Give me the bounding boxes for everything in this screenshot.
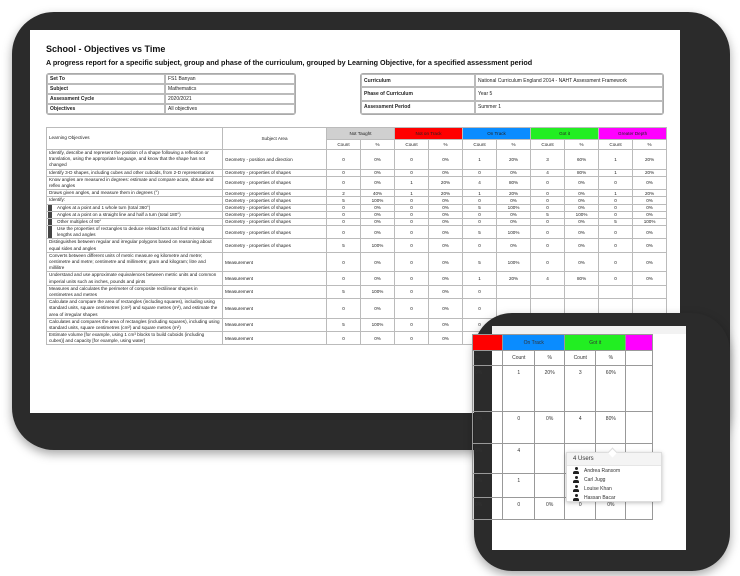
user-icon <box>573 467 579 474</box>
objective-cell: Identify 3-D shapes, including cubes and other cuboids, from 2-D representations <box>47 169 223 176</box>
objective-cell: Other multiples of 90° <box>47 218 223 225</box>
percent-cell[interactable]: 0% <box>473 366 503 412</box>
count-cell[interactable]: 0 <box>327 299 361 319</box>
col-percent: % <box>535 351 565 366</box>
subject-area-cell: Measurement <box>223 272 327 285</box>
percent-cell[interactable]: 0% <box>361 299 395 319</box>
count-cell[interactable]: 0 <box>463 299 497 319</box>
percent-cell[interactable]: 0% <box>633 176 667 189</box>
percent-cell[interactable]: 0% <box>429 150 463 170</box>
filter-row <box>361 101 663 114</box>
percent-cell[interactable]: 0% <box>565 226 599 239</box>
col-percent: % <box>565 139 599 149</box>
count-cell[interactable]: 4 <box>463 176 497 189</box>
count-cell[interactable]: 0 <box>395 226 429 239</box>
count-cell[interactable]: 0 <box>395 239 429 252</box>
group-header-not-taught: Not Taught <box>327 128 395 140</box>
count-cell[interactable]: 5 <box>531 211 565 218</box>
table-row <box>47 252 667 272</box>
count-cell[interactable]: 0 <box>395 285 429 298</box>
subject-area-cell: Geometry - properties of shapes <box>223 218 327 225</box>
filter-row <box>47 74 295 84</box>
percent-cell[interactable]: 20% <box>497 190 531 197</box>
tooltip-user <box>567 475 661 484</box>
filter-label: Objectives <box>47 104 165 114</box>
percent-cell[interactable]: 0% <box>429 332 463 345</box>
count-cell[interactable]: 0 <box>395 218 429 225</box>
col-count: Count <box>503 351 535 366</box>
user-icon <box>573 494 579 501</box>
percent-cell[interactable]: 100% <box>361 285 395 298</box>
subject-area-cell: Measurement <box>223 252 327 272</box>
group-header-on-track: On Track <box>463 128 531 140</box>
count-cell[interactable]: 0 <box>327 169 361 176</box>
user-name: Louise Khan <box>584 485 612 492</box>
header-row <box>47 128 667 140</box>
filter-value: National Curriculum England 2014 - NAHT Assessment Framework <box>475 74 663 87</box>
count-cell[interactable]: 0 <box>599 226 633 239</box>
users-tooltip <box>566 452 662 502</box>
subject-area-cell: Measurement <box>223 318 327 331</box>
subject-area-cell: Geometry - properties of shapes <box>223 226 327 239</box>
count-cell[interactable]: 0 <box>395 299 429 319</box>
subject-area-cell: Geometry - position and direction <box>223 150 327 170</box>
percent-cell[interactable]: 0% <box>473 498 503 520</box>
table-row <box>47 197 667 204</box>
percent-cell[interactable]: 0% <box>633 272 667 285</box>
count-cell[interactable]: 0 <box>531 190 565 197</box>
count-cell[interactable]: 0 <box>531 218 565 225</box>
filter-value: All objectives <box>165 104 295 114</box>
count-cell[interactable]: 4 <box>531 272 565 285</box>
inset-zoom-panel <box>475 326 686 550</box>
filter-row <box>361 87 663 100</box>
count-cell[interactable]: 0 <box>531 204 565 211</box>
table-row <box>47 218 667 225</box>
percent-cell[interactable]: 0% <box>535 412 565 444</box>
count-cell[interactable]: 0 <box>395 332 429 345</box>
count-cell[interactable]: 4 <box>503 444 535 474</box>
tooltip-user <box>567 493 661 502</box>
percent-cell[interactable]: 0% <box>633 226 667 239</box>
col-percent: % <box>633 139 667 149</box>
count-cell[interactable]: 0 <box>463 197 497 204</box>
percent-cell[interactable]: 0% <box>361 169 395 176</box>
subject-area-cell: Geometry - properties of shapes <box>223 169 327 176</box>
percent-cell[interactable]: 0% <box>565 218 599 225</box>
percent-cell[interactable]: 20% <box>633 190 667 197</box>
user-icon <box>573 485 579 492</box>
inset-header-row <box>473 335 666 351</box>
filter-row <box>47 94 295 104</box>
inset-group-not-on-track <box>473 335 503 351</box>
count-cell[interactable]: 1 <box>599 150 633 170</box>
percent-cell[interactable]: 0% <box>497 211 531 218</box>
count-cell[interactable]: 5 <box>327 197 361 204</box>
count-cell[interactable]: 5 <box>327 285 361 298</box>
col-percent: % <box>596 351 626 366</box>
count-cell[interactable]: 5 <box>327 318 361 331</box>
col-percent: % <box>361 139 395 149</box>
percent-cell[interactable] <box>535 444 565 474</box>
percent-cell[interactable]: 20% <box>633 150 667 170</box>
percent-cell[interactable]: 100% <box>361 318 395 331</box>
objective-cell: Draws given angles, and measure them in degrees (°) <box>47 190 223 197</box>
col-count: Count <box>395 139 429 149</box>
table-row <box>47 169 667 176</box>
count-cell[interactable]: 0 <box>463 239 497 252</box>
percent-cell[interactable]: 20% <box>535 366 565 412</box>
percent-cell[interactable]: 0% <box>429 272 463 285</box>
count-cell[interactable]: 0 <box>599 176 633 189</box>
count-cell[interactable]: 1 <box>395 176 429 189</box>
count-cell[interactable]: 0 <box>531 239 565 252</box>
percent-cell[interactable]: 20% <box>497 272 531 285</box>
objective-cell: Identify: <box>47 197 223 204</box>
filter-row <box>47 84 295 94</box>
count-cell[interactable]: 0 <box>395 318 429 331</box>
user-icon <box>573 476 579 483</box>
subject-area-cell: Geometry - properties of shapes <box>223 211 327 218</box>
count-cell[interactable]: 0 <box>599 272 633 285</box>
count-cell[interactable]: 0 <box>463 318 497 331</box>
percent-cell[interactable]: 100% <box>633 218 667 225</box>
percent-cell[interactable]: 100% <box>497 226 531 239</box>
percent-cell[interactable]: 60% <box>596 366 626 412</box>
table-row <box>47 190 667 197</box>
count-cell[interactable]: 0 <box>327 226 361 239</box>
percent-cell[interactable]: 0% <box>565 190 599 197</box>
percent-cell[interactable]: 0% <box>361 150 395 170</box>
count-cell[interactable]: 5 <box>463 252 497 272</box>
count-cell[interactable]: 0 <box>531 226 565 239</box>
count-cell[interactable]: 0 <box>531 197 565 204</box>
table-row <box>47 285 667 298</box>
percent-cell[interactable]: 20% <box>429 190 463 197</box>
percent-cell[interactable]: 0% <box>473 474 503 498</box>
percent-cell[interactable]: 0% <box>497 239 531 252</box>
table-row <box>47 176 667 189</box>
count-cell[interactable]: 0 <box>565 498 596 520</box>
percent-cell[interactable]: 40% <box>361 190 395 197</box>
count-cell[interactable] <box>599 285 633 298</box>
percent-cell[interactable]: 100% <box>497 204 531 211</box>
count-cell[interactable]: 0 <box>395 204 429 211</box>
table-row <box>47 226 667 239</box>
filter-label: Set To <box>47 74 165 84</box>
count-cell[interactable]: 0 <box>327 211 361 218</box>
percent-cell[interactable]: 0% <box>429 318 463 331</box>
percent-cell[interactable]: 0% <box>497 197 531 204</box>
count-cell[interactable]: 0 <box>599 204 633 211</box>
subject-area-cell: Geometry - properties of shapes <box>223 239 327 252</box>
percent-cell[interactable]: 100% <box>361 197 395 204</box>
col-count: Count <box>531 139 565 149</box>
count-cell[interactable]: 0 <box>531 252 565 272</box>
count-cell[interactable]: 0 <box>327 176 361 189</box>
group-header-greater-depth: Greater Depth <box>599 128 667 140</box>
count-cell[interactable]: 0 <box>395 169 429 176</box>
col-count: Count <box>565 351 596 366</box>
percent-cell[interactable]: 100% <box>565 211 599 218</box>
percent-cell[interactable]: 0% <box>429 252 463 272</box>
group-header-got-it: Got it <box>531 128 599 140</box>
user-name: Carl Jugg <box>584 476 606 483</box>
count-cell[interactable]: 1 <box>395 190 429 197</box>
count-cell[interactable]: 0 <box>327 150 361 170</box>
percent-cell[interactable]: 0% <box>361 226 395 239</box>
objective-cell: Use the properties of rectangles to deduce related facts and find missing lengths and angles <box>47 226 223 239</box>
percent-cell[interactable]: 20% <box>429 176 463 189</box>
count-cell[interactable]: 0 <box>463 169 497 176</box>
percent-cell[interactable]: 0% <box>429 226 463 239</box>
count-cell[interactable]: 3 <box>531 150 565 170</box>
count-cell[interactable]: 0 <box>327 332 361 345</box>
objective-cell: Know angles are measured in degrees: estimate and compare acute, obtuse and reflex angles <box>47 176 223 189</box>
col-subject-area: Subject Area <box>223 128 327 150</box>
percent-cell[interactable]: 0% <box>429 211 463 218</box>
percent-cell[interactable]: 0% <box>565 252 599 272</box>
subject-area-cell: Measurement <box>223 332 327 345</box>
percent-cell[interactable]: 60% <box>565 150 599 170</box>
count-cell[interactable]: 0 <box>327 252 361 272</box>
filter-value: 2020/2021 <box>165 94 295 104</box>
objective-cell: Identify, describe and represent the position of a shape following a reflection or translation, using the appropriate language, and know that the shape has not changed <box>47 150 223 170</box>
count-cell[interactable]: 0 <box>327 272 361 285</box>
percent-cell[interactable]: 0% <box>633 197 667 204</box>
report-title: School - Objectives vs Time <box>46 44 166 54</box>
count-cell <box>626 366 653 412</box>
count-cell[interactable]: 5 <box>327 239 361 252</box>
filter-value: FS1 Banyan <box>165 74 295 84</box>
percent-cell[interactable]: 0% <box>429 204 463 211</box>
subject-area-cell: Measurement <box>223 299 327 319</box>
objective-cell: Calculates and compares the area of rectangles (including squares), including using standard units, square centimetres (cm²) and square metres (m²) <box>47 318 223 331</box>
percent-cell[interactable]: 0% <box>633 239 667 252</box>
percent-cell[interactable]: 0% <box>429 197 463 204</box>
tooltip-user <box>567 466 661 475</box>
col-learning-objectives: Learning Objectives <box>47 128 223 150</box>
count-cell[interactable]: 0 <box>599 239 633 252</box>
inset-subheader-row <box>473 351 666 366</box>
percent-cell[interactable]: 0% <box>361 211 395 218</box>
percent-cell[interactable]: 80% <box>497 176 531 189</box>
filter-row <box>47 104 295 114</box>
count-cell[interactable]: 5 <box>463 226 497 239</box>
percent-cell[interactable]: 0% <box>429 169 463 176</box>
table-row <box>47 211 667 218</box>
percent-cell[interactable]: 100% <box>361 239 395 252</box>
subject-area-cell: Geometry - properties of shapes <box>223 197 327 204</box>
count-cell[interactable]: 1 <box>463 272 497 285</box>
percent-cell[interactable]: 0% <box>473 412 503 444</box>
percent-cell[interactable]: 0% <box>429 239 463 252</box>
filter-label: Assessment Cycle <box>47 94 165 104</box>
filter-value: Summer 1 <box>475 101 663 114</box>
table-row <box>47 239 667 252</box>
count-cell[interactable]: 5 <box>463 204 497 211</box>
percent-cell[interactable]: 0% <box>565 176 599 189</box>
count-cell[interactable]: 0 <box>395 197 429 204</box>
objective-cell: Converts between different units of metric measure eg kilometre and metre; centimetre and metre; centimetre and millimetre; gram and kilogram; litre and millilitre <box>47 252 223 272</box>
objective-cell: Measures and calculates the perimeter of composite rectilinear shapes in centimetres and metres <box>47 285 223 298</box>
tooltip-title: 4 Users <box>567 453 661 466</box>
percent-cell[interactable]: 0% <box>429 285 463 298</box>
user-name: Hassan Bacar <box>584 494 616 501</box>
count-cell[interactable]: 0 <box>395 211 429 218</box>
count-cell[interactable]: 1 <box>463 190 497 197</box>
subject-area-cell: Geometry - properties of shapes <box>223 190 327 197</box>
percent-cell[interactable]: 0% <box>535 498 565 520</box>
percent-cell[interactable]: 0% <box>633 211 667 218</box>
count-cell[interactable]: 1 <box>463 150 497 170</box>
count-cell[interactable]: 0 <box>463 218 497 225</box>
col-count: Count <box>463 139 497 149</box>
count-cell[interactable]: 0 <box>503 498 535 520</box>
percent-cell[interactable]: 0% <box>361 218 395 225</box>
percent-cell[interactable]: 0% <box>497 169 531 176</box>
percent-cell[interactable]: 0% <box>473 444 503 474</box>
inset-group-got-it: Got it <box>565 335 626 351</box>
count-cell[interactable] <box>531 285 565 298</box>
percent-cell[interactable]: 20% <box>633 169 667 176</box>
count-cell[interactable]: 0 <box>395 272 429 285</box>
percent-cell[interactable] <box>497 285 531 298</box>
objective-cell: Angles at a point on a straight line and half a turn (total 180°) <box>47 211 223 218</box>
inset-group-greater-depth <box>626 335 653 351</box>
group-header-not-on-track: Not on Track <box>395 128 463 140</box>
filter-label: Phase of Curriculum <box>361 87 475 100</box>
table-row <box>47 272 667 285</box>
percent-cell[interactable]: 80% <box>565 169 599 176</box>
count-cell[interactable]: 1 <box>503 474 535 498</box>
percent-cell[interactable]: 80% <box>565 272 599 285</box>
percent-cell[interactable]: 0% <box>361 332 395 345</box>
count-cell[interactable]: 0 <box>395 150 429 170</box>
count-cell[interactable]: 4 <box>531 169 565 176</box>
count-cell[interactable]: 0 <box>503 412 535 444</box>
objective-cell: Angles at a point and 1 whole turn (total 360°) <box>47 204 223 211</box>
filter-label: Subject <box>47 84 165 94</box>
percent-cell[interactable]: 0% <box>633 204 667 211</box>
percent-cell[interactable]: 80% <box>596 412 626 444</box>
table-row <box>47 204 667 211</box>
col-count: Count <box>599 139 633 149</box>
inset-group-on-track: On Track <box>503 335 565 351</box>
objective-cell: Distinguishes between regular and irregular polygons based on reasoning about equal sides and angles <box>47 239 223 252</box>
count-cell[interactable]: 0 <box>327 204 361 211</box>
percent-cell[interactable]: 0% <box>497 218 531 225</box>
percent-cell[interactable]: 0% <box>429 218 463 225</box>
percent-cell[interactable]: 0% <box>429 299 463 319</box>
percent-cell[interactable]: 0% <box>361 272 395 285</box>
count-cell[interactable]: 0 <box>327 218 361 225</box>
col-percent: % <box>497 139 531 149</box>
percent-cell[interactable]: 0% <box>361 252 395 272</box>
objective-cell: Understand and use approximate equivalences between metric units and common imperial units such as inches, pounds and pints <box>47 272 223 285</box>
count-cell[interactable]: 0 <box>599 197 633 204</box>
count-cell[interactable]: 1 <box>503 366 535 412</box>
col-percent: % <box>473 351 503 366</box>
col-percent: % <box>429 139 463 149</box>
count-cell[interactable]: 0 <box>599 211 633 218</box>
percent-cell[interactable]: 0% <box>361 176 395 189</box>
count-cell[interactable]: 1 <box>599 169 633 176</box>
count-cell[interactable]: 0 <box>599 252 633 272</box>
inset-row <box>473 412 666 444</box>
tooltip-user <box>567 484 661 493</box>
filter-label: Assessment Period <box>361 101 475 114</box>
percent-cell[interactable] <box>633 285 667 298</box>
count-cell[interactable]: 5 <box>599 218 633 225</box>
percent-cell[interactable]: 0% <box>565 239 599 252</box>
filter-value: Mathematics <box>165 84 295 94</box>
filter-label: Curriculum <box>361 74 475 87</box>
count-cell[interactable]: 4 <box>565 412 596 444</box>
objective-cell: Estimate volume [for example, using 1 cm³ blocks to build cuboids (including cubes)] and capacity [for example, using water] <box>47 332 223 345</box>
subject-area-cell: Measurement <box>223 285 327 298</box>
percent-cell[interactable]: 0% <box>565 197 599 204</box>
count-cell[interactable]: 0 <box>531 176 565 189</box>
inset-row <box>473 366 666 412</box>
count-cell[interactable]: 2 <box>327 190 361 197</box>
percent-cell[interactable]: 0% <box>633 252 667 272</box>
col-count <box>626 351 653 366</box>
percent-cell[interactable] <box>565 285 599 298</box>
report-filters-right <box>360 73 664 115</box>
percent-cell[interactable]: 0% <box>565 204 599 211</box>
count-cell[interactable]: 3 <box>565 366 596 412</box>
count-cell[interactable]: 0 <box>463 211 497 218</box>
count-cell[interactable]: 0 <box>463 285 497 298</box>
subject-area-cell: Geometry - properties of shapes <box>223 204 327 211</box>
filter-row <box>361 74 663 87</box>
percent-cell[interactable] <box>535 474 565 498</box>
percent-cell[interactable]: 100% <box>497 252 531 272</box>
report-subtitle: A progress report for a specific subject, group and phase of the curriculum, grouped by Learning Objective, for a specified assessment period <box>46 58 533 67</box>
objective-cell: Calculate and compare the area of rectangles (including squares), including using standard units, square centimetres (cm²) and square metres (m²), and estimate the area of irregular shapes <box>47 299 223 319</box>
count-cell[interactable]: 0 <box>395 252 429 272</box>
percent-cell[interactable]: 0% <box>596 498 626 520</box>
table-row <box>47 150 667 170</box>
percent-cell[interactable]: 20% <box>497 150 531 170</box>
count-cell[interactable]: 1 <box>599 190 633 197</box>
user-name: Andrea Ransom <box>584 467 621 474</box>
filter-value: Year 5 <box>475 87 663 100</box>
subject-area-cell: Geometry - properties of shapes <box>223 176 327 189</box>
col-count: Count <box>327 139 361 149</box>
report-filters-left <box>46 73 296 115</box>
count-cell <box>626 412 653 444</box>
percent-cell[interactable]: 0% <box>361 204 395 211</box>
